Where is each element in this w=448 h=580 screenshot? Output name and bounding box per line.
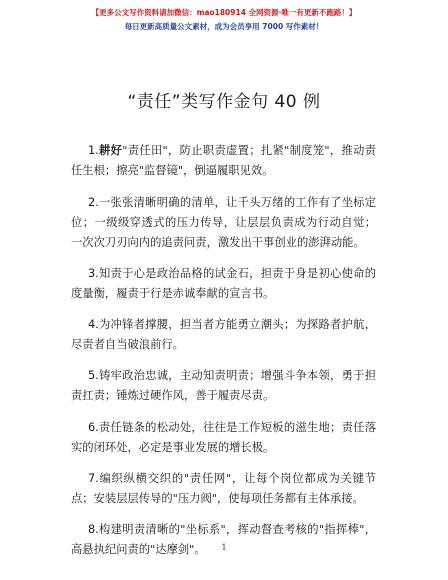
item-text: 构建明责清晰的"坐标系"，挥动督查考核的"指挥棒"，高悬执纪问责的"达摩剑"。 [71,523,376,557]
item-text: 知责于心是政治品格的试金石，担责于身是初心使命的度量衡，履责于行是赤诚奉献的宣言书。 [71,266,376,300]
list-item [71,193,376,253]
list-item [71,264,376,304]
page-number: 1 [221,543,227,552]
item-number: 2. [87,195,99,209]
promo-line-2: 每日更新高质量公文素材，成为会员享用 7000 写作素材！ [124,22,324,31]
list-item [71,418,376,458]
item-number: 6. [87,420,99,434]
list-item [71,520,376,560]
item-number: 8. [87,523,99,537]
item-text: 铸牢政治忠诚，主动知责明责；增强斗争本领，勇于担责扛责；锤炼过硬作风，善于履责尽责。 [71,369,376,403]
list-item [71,366,376,406]
list-item [71,140,376,181]
promo-line-1: 【更多公文写作资料请加微信：mao180914 全网资源·唯一有更新不跑路！】 [91,8,357,17]
item-text: "责任田"，防止职责虚置；扎紧"制度笼"，推动责任生根；擦亮"监督镜"，倒逼履职见效。 [71,144,376,178]
promo-banner [0,6,448,34]
item-text: 编织纵横交织的"责任网"，让每个岗位都成为关键节点；安装层层传导的"压力阀"，使每项任务都有主体承接。 [71,472,376,506]
item-text: 为冲锋者撑腰，担当者方能勇立潮头；为探路者护航，尽责者自当破浪前行。 [71,318,376,352]
item-number: 7. [87,472,99,486]
item-list [71,129,376,570]
item-lead: 耕好 [98,143,123,158]
list-item [71,315,376,355]
list-item [71,469,376,509]
item-number: 1. [87,144,99,158]
item-number: 5. [87,369,99,383]
item-text: 一张张清晰明确的清单，让千头万绪的工作有了坐标定位；一级级穿透式的压力传导，让层层负责成为行动自觉；一次次刀刃向内的追责问责，激发出干事创业的澎湃动能。 [71,195,376,249]
document-title: “责任”类写作金句 40 例 [127,92,321,112]
item-number: 4. [87,318,99,332]
item-text: 责任链条的松动处，往往是工作短板的滋生地；责任落实的闭环处，必定是事业发展的增长极。 [71,420,376,454]
item-number: 3. [87,266,99,280]
